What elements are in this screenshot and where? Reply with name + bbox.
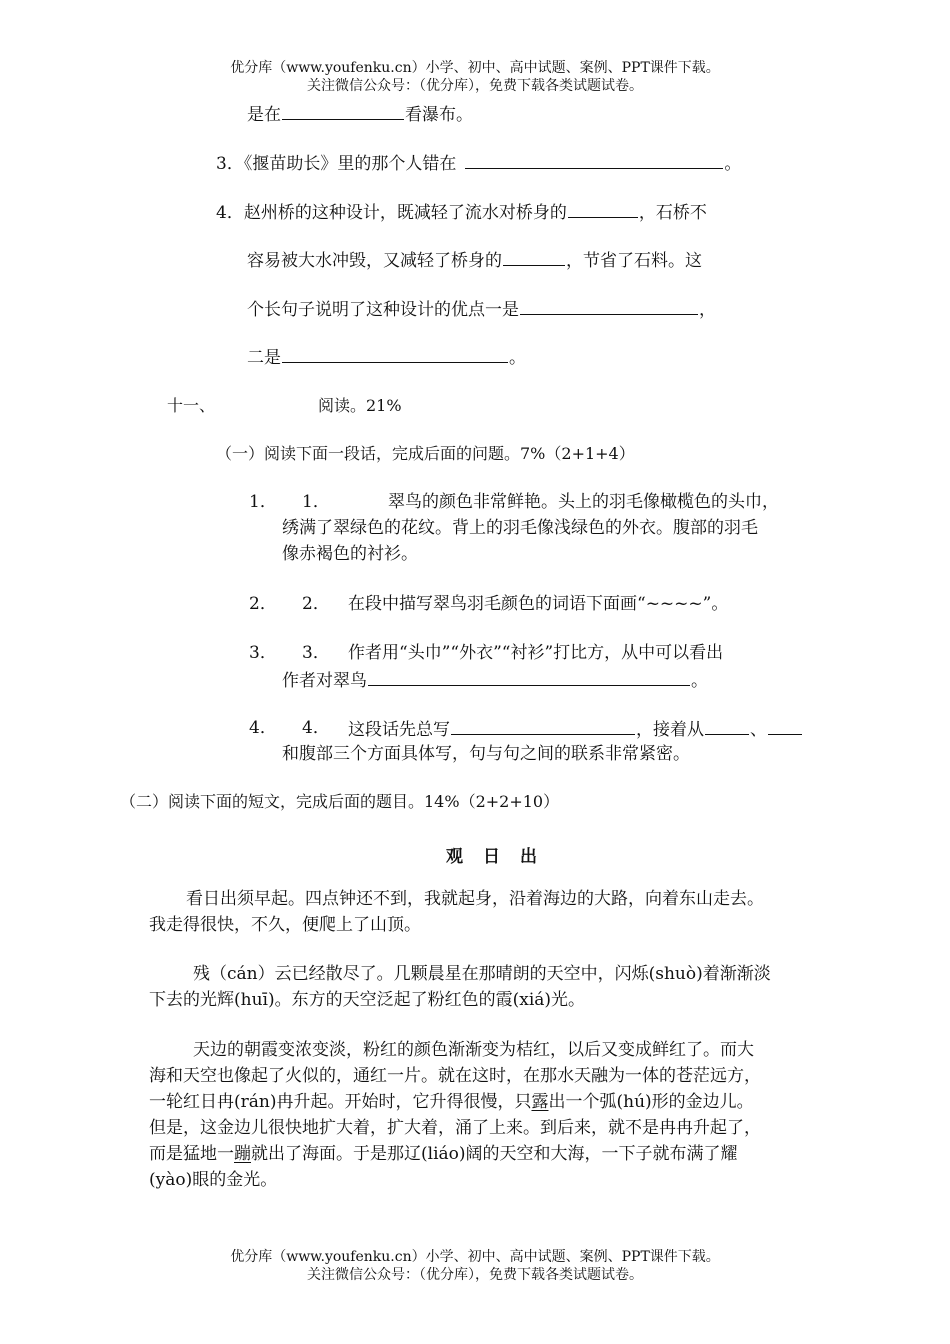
q3-blank[interactable] (465, 152, 723, 169)
reading1-item-3-line-2 (282, 669, 708, 691)
reading1-item-4-line-2: 和腹部三个方面具体写，句与句之间的联系非常紧密。 (282, 744, 690, 764)
reading1-item-1-line-1: 翠鸟的颜色非常鲜艳。头上的羽毛像橄榄色的头巾， (388, 492, 779, 512)
item4-text-c: 、 (750, 720, 767, 740)
q4-l2-text-a: 容易被大水冲毁，又减轻了桥身的 (247, 251, 502, 271)
passage-p1-line-1: 看日出须早起。四点钟还不到，我就起身，沿着海边的大路，向着东山走去。 (186, 889, 764, 909)
question-4-line-4 (247, 346, 526, 368)
item4-blank-1[interactable] (451, 718, 635, 735)
item4-blank-2[interactable] (705, 718, 749, 735)
passage-p3-line-4: 但是，这金边儿很快地扩大着，扩大着，涌了上来。到后来，就不是冉冉升起了， (149, 1118, 761, 1138)
p3-l5-marked-char: 蹦 (234, 1144, 251, 1164)
question-3 (216, 152, 741, 174)
passage-p3-line-6: (yào)眼的金光。 (149, 1170, 278, 1190)
footer-line-2: 关注微信公众号：（优分库），免费下载各类试题试卷。 (307, 1267, 643, 1283)
question-2-tail (247, 103, 473, 125)
reading1-item-4-line-1 (348, 718, 803, 740)
q3-text-a: 3．《揠苗助长》里的那个人错在 (216, 154, 457, 174)
q4-blank-4[interactable] (282, 346, 508, 363)
p3-l3-text-a: 一轮红日冉(rán)冉升起。开始时，它升得很慢，只 (149, 1092, 532, 1112)
p3-l5-text-a: 而是猛地一 (149, 1144, 234, 1164)
q4-l3-text-a: 个长句子说明了这种设计的优点一是 (247, 300, 519, 320)
reading1-item-1-line-2: 绣满了翠绿色的花纹。背上的羽毛像浅绿色的外衣。腹部的羽毛 (282, 518, 758, 538)
p3-l5-text-b: 就出了海面。于是那辽(liáo)阔的天空和大海，一下子就布满了耀 (251, 1144, 738, 1164)
passage-p2-line-2: 下去的光辉(huī)。东方的天空泛起了粉红色的霞(xiá)光。 (149, 990, 586, 1010)
reading1-item-3-line-1: 作者用“头巾”“外衣”“衬衫”打比方，从中可以看出 (348, 643, 724, 663)
q4-l4-text-b: 。 (509, 348, 526, 368)
passage-p3-line-3 (149, 1092, 754, 1112)
q2-text-b: 看瀑布。 (405, 105, 473, 125)
q4-l2-text-b: ，节省了石料。这 (566, 251, 702, 271)
passage-p3-line-2: 海和天空也像起了火似的，通红一片。就在这时，在那水天融为一体的苍茫远方， (149, 1066, 761, 1086)
q4-l1-text-a: 4．赵州桥的这种设计，既减轻了流水对桥身的 (216, 203, 567, 223)
q4-blank-1[interactable] (568, 201, 638, 218)
reading1-item-4-outer-number: 4． (249, 718, 277, 738)
item4-blank-3[interactable] (768, 718, 802, 735)
reading1-item-1-inner-number: 1． (302, 492, 330, 512)
footer-line-1: 优分库（www.youfenku.cn）小学、初中、高中试题、案例、PPT课件下载。 (230, 1249, 720, 1265)
q2-blank[interactable] (282, 103, 404, 120)
q4-l4-text-a: 二是 (247, 348, 281, 368)
item3-text-a: 作者对翠鸟 (282, 671, 367, 691)
section-number: 十一、 (167, 396, 216, 415)
question-4-line-3 (247, 298, 716, 320)
passage-p2-line-1: 残（cán）云已经散尽了。几颗晨星在那晴朗的天空中，闪烁(shuò)着渐渐淡 (193, 964, 771, 984)
passage-p1-line-2: 我走得很快，不久，便爬上了山顶。 (149, 915, 421, 935)
item4-text-a: 这段话先总写 (348, 720, 450, 740)
q2-text-a: 是在 (247, 105, 281, 125)
question-4-line-1 (216, 201, 707, 223)
reading1-item-1-line-3: 像赤褐色的衬衫。 (282, 544, 418, 564)
header-line-2: 关注微信公众号：（优分库），免费下载各类试题试卷。 (307, 78, 643, 94)
reading1-item-2-line-1: 在段中描写翠鸟羽毛颜色的词语下面画“~~~~”。 (348, 594, 729, 614)
q3-text-b: 。 (724, 154, 742, 174)
question-4-line-2 (247, 249, 702, 271)
q4-l1-text-b: ，石桥不 (638, 203, 707, 223)
reading-1-heading: （一）阅读下面一段话，完成后面的问题。7%（2+1+4） (216, 444, 635, 463)
reading1-item-3-inner-number: 3． (302, 643, 330, 663)
header-line-1: 优分库（www.youfenku.cn）小学、初中、高中试题、案例、PPT课件下载。 (230, 60, 720, 76)
q4-blank-2[interactable] (503, 249, 565, 266)
reading1-item-3-outer-number: 3． (249, 643, 277, 663)
p3-l3-text-b: 出一个弧(hú)形的金边儿。 (548, 1092, 754, 1112)
passage-p3-line-5 (149, 1144, 738, 1164)
passage-title: 观日出 (446, 847, 557, 867)
reading1-item-2-outer-number: 2． (249, 594, 277, 614)
q4-l3-text-b: ， (699, 300, 716, 320)
q4-blank-3[interactable] (520, 298, 698, 315)
reading1-item-1-outer-number: 1． (249, 492, 277, 512)
reading-2-heading: （二）阅读下面的短文，完成后面的题目。14%（2+2+10） (120, 792, 560, 811)
passage-p3-line-1: 天边的朝霞变浓变淡，粉红的颜色渐渐变为桔红，以后又变成鲜红了。而大 (193, 1040, 754, 1060)
reading1-item-2-inner-number: 2． (302, 594, 330, 614)
reading1-item-4-inner-number: 4． (302, 718, 330, 738)
item3-blank[interactable] (368, 669, 690, 686)
item4-text-b: ，接着从 (636, 720, 704, 740)
item3-text-b: 。 (691, 671, 708, 691)
p3-l3-marked-char: 露 (531, 1092, 549, 1112)
section-title: 阅读。21% (318, 396, 402, 415)
